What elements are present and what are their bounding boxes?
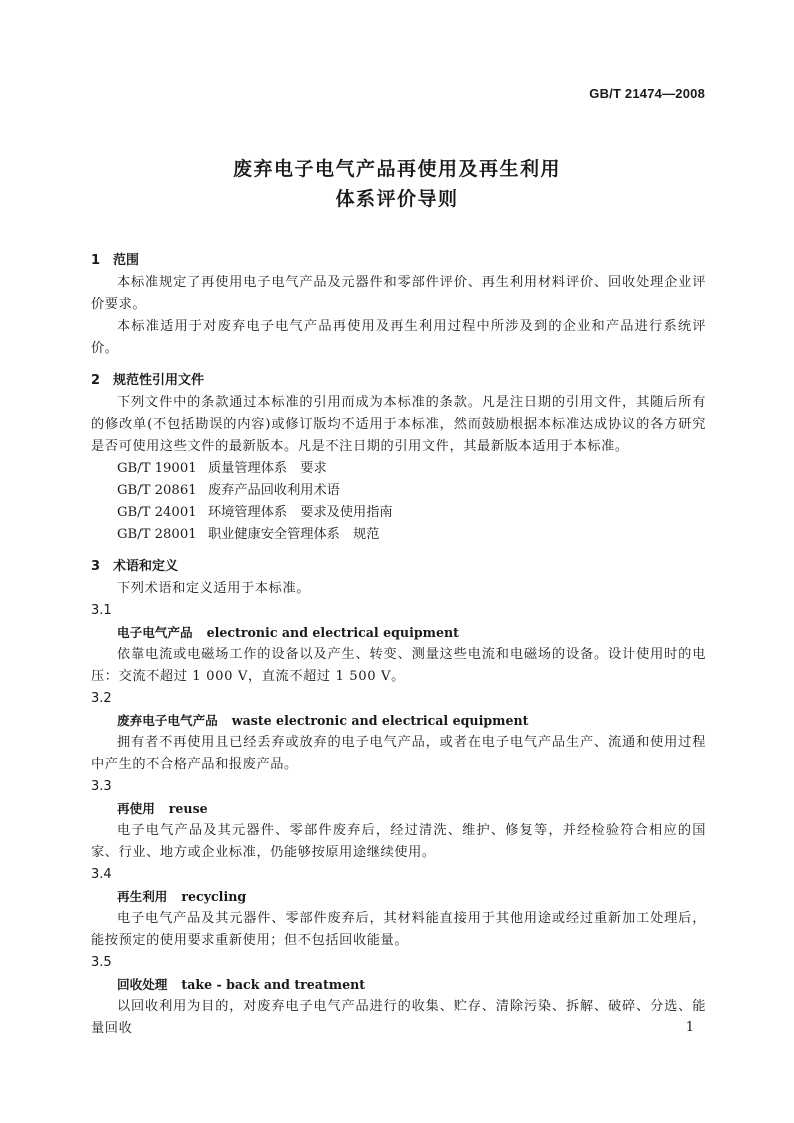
reference-item [91,458,706,480]
reference-title: 废弃产品回收利用术语 [208,483,340,498]
reference-title: 环境管理体系 要求及使用指南 [208,505,393,520]
term-en: waste electronic and electrical equipment [231,713,529,728]
paragraph: 本标准适用于对废弃电子电气产品再使用及再生利用过程中所涉及到的企业和产品进行系统评价。 [91,319,706,356]
term-en: reuse [168,801,208,816]
term-zh: 电子电气产品 [117,625,193,640]
term-en: recycling [181,889,247,904]
reference-code: GB/T 19001 [117,461,197,476]
reference-title: 质量管理体系 要求 [208,461,327,476]
section-number: 2 [91,373,101,388]
term-definition: 拥有者不再使用且已经丢弃或放弃的电子电气产品，或者在电子电气产品生产、流通和使用过程中产生的不合格产品和报废产品。 [91,735,706,772]
term-definition: 电子电气产品及其元器件、零部件废弃后，经过清洗、维护、修复等，并经检验符合相应的国家、行业、地方或企业标准，仍能够按原用途继续使用。 [91,823,706,860]
reference-code: GB/T 28001 [117,527,197,542]
term-heading [91,798,706,820]
term-en: take - back and treatment [181,977,366,992]
term-definition: 电子电气产品及其元器件、零部件废弃后，其材料能直接用于其他用途或经过重新加工处理后，能按预定的使用要求重新使用；但不包括回收能量。 [91,911,706,948]
section-number: 3 [91,559,101,574]
term-en: electronic and electrical equipment [206,625,459,640]
document-body [91,250,706,1040]
reference-title: 职业健康安全管理体系 规范 [208,527,380,542]
reference-item [91,502,706,524]
reference-item [91,480,706,502]
term-zh: 废弃电子电气产品 [117,713,218,728]
standard-code: GB/T 21474—2008 [589,86,705,101]
term-zh: 回收处理 [117,977,168,992]
document-title-line-2: 体系评价导则 [335,188,459,210]
term-heading [91,622,706,644]
term-number: 3.3 [91,779,112,794]
reference-code: GB/T 24001 [117,505,197,520]
term-definition: 以回收利用为目的，对废弃电子电气产品进行的收集、贮存、清除污染、拆解、破碎、分选、能量回收 [91,999,706,1036]
section-title: 术语和定义 [113,559,179,574]
section-title: 范围 [113,253,140,268]
paragraph: 下列术语和定义适用于本标准。 [117,581,311,596]
section-number: 1 [91,253,101,268]
page-number: 1 [685,1020,694,1035]
term-number: 3.1 [91,603,112,618]
term-heading [91,974,706,996]
term-number: 3.4 [91,867,112,882]
paragraph: 下列文件中的条款通过本标准的引用而成为本标准的条款。凡是注日期的引用文件，其随后所有的修改单(不包括勘误的内容)或修订版均不适用于本标准，然而鼓励根据本标准达成协议的各方研究是否可使用这些文件的最新版本。凡是不注日期的引用文件，其最新版本适用于本标准。 [91,395,706,454]
term-zh: 再生利用 [117,889,168,904]
term-number: 3.2 [91,691,112,706]
document-title-line-1: 废弃电子电气产品再使用及再生利用 [232,158,561,180]
section-title: 规范性引用文件 [113,373,205,388]
reference-item [91,524,706,546]
section-heading-scope [91,250,706,272]
reference-code: GB/T 20861 [117,483,197,498]
term-heading [91,886,706,908]
term-heading [91,710,706,732]
term-definition: 依靠电流或电磁场工作的设备以及产生、转变、测量这些电流和电磁场的设备。设计使用时的电压：交流不超过 1 000 V，直流不超过 1 500 V。 [91,647,706,684]
section-heading-normative-references [91,370,706,392]
section-heading-terms-and-definitions [91,556,706,578]
term-zh: 再使用 [117,801,155,816]
term-number: 3.5 [91,955,112,970]
paragraph: 本标准规定了再使用电子电气产品及元器件和零部件评价、再生利用材料评价、回收处理企业评价要求。 [91,275,706,312]
